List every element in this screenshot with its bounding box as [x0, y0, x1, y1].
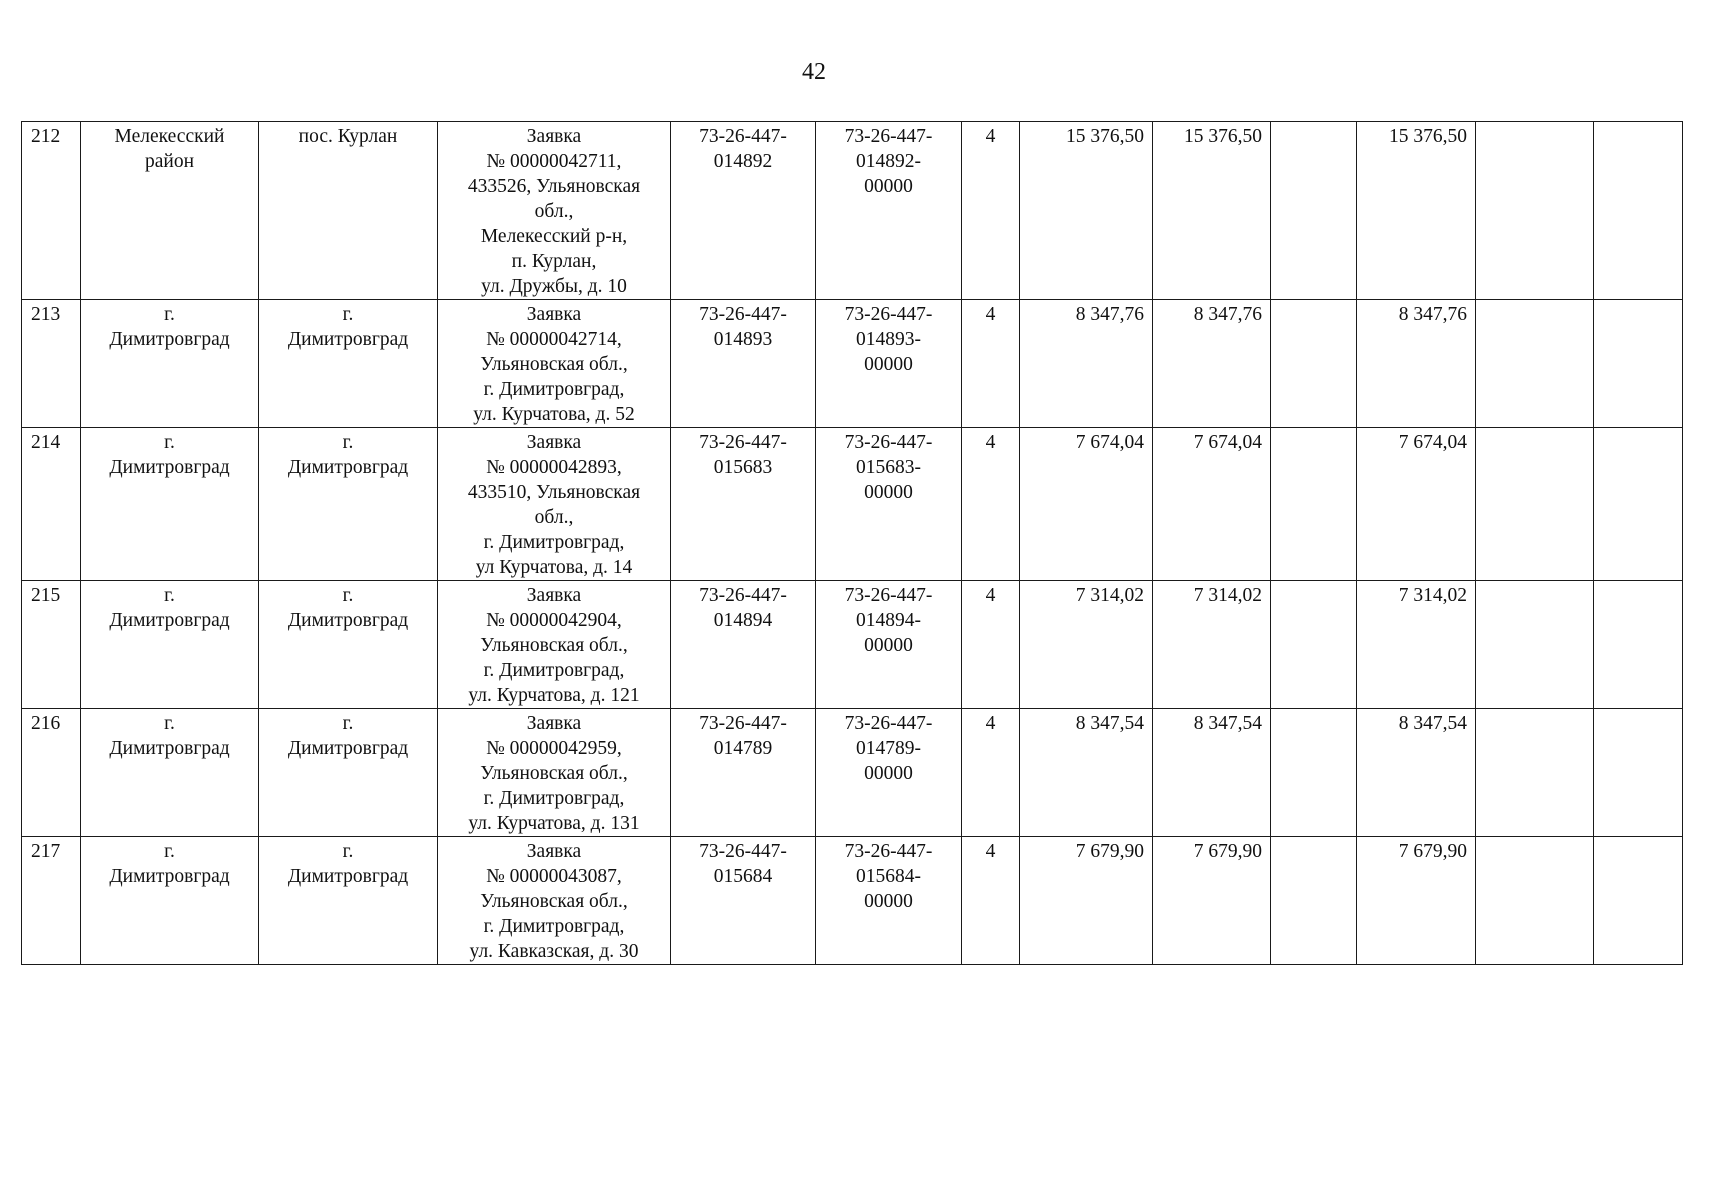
cell-request-line: обл.,	[534, 201, 574, 222]
cell-request-line: г. Димитровград,	[483, 532, 625, 553]
cell-quantity: 4	[962, 709, 1020, 837]
cell-request-line: Заявка	[526, 585, 582, 606]
cell-extra-2	[1594, 837, 1683, 965]
cell-number: 214	[22, 428, 81, 581]
cell-code-a-line: 015683	[713, 457, 773, 478]
cell-district	[81, 581, 259, 709]
cell-code-a-line: 014894	[713, 610, 773, 631]
cell-code-b-line: 00000	[864, 354, 913, 375]
cell-request	[438, 428, 671, 581]
cell-extra-1	[1476, 581, 1594, 709]
cell-locality-line: г.	[342, 585, 354, 606]
table-row	[22, 709, 1683, 837]
cell-code-b-line: 014892-	[856, 151, 921, 172]
cell-request-line: Заявка	[526, 713, 582, 734]
cell-request-line: г. Димитровград,	[483, 379, 625, 400]
cell-amount-4: 7 314,02	[1357, 581, 1476, 709]
cell-code-a	[671, 428, 816, 581]
cell-request	[438, 581, 671, 709]
cell-code-b	[816, 428, 962, 581]
cell-code-b	[816, 581, 962, 709]
cell-code-b	[816, 837, 962, 965]
cell-district-line: Димитровград	[109, 610, 230, 631]
cell-request-line: № 00000042714,	[486, 329, 622, 350]
cell-extra-2	[1594, 709, 1683, 837]
cell-amount-3	[1271, 709, 1357, 837]
cell-code-a	[671, 581, 816, 709]
cell-locality	[259, 709, 438, 837]
cell-request-line: Ульяновская обл.,	[480, 891, 628, 912]
cell-code-b-line: 00000	[864, 763, 913, 784]
cell-amount-4: 7 679,90	[1357, 837, 1476, 965]
cell-locality	[259, 581, 438, 709]
cell-district-line: Мелекесский	[114, 126, 225, 147]
table-row	[22, 837, 1683, 965]
cell-amount-1: 7 674,04	[1020, 428, 1153, 581]
cell-request-line: ул. Дружбы, д. 10	[481, 276, 627, 297]
table-row	[22, 122, 1683, 300]
records-table	[21, 121, 1683, 965]
cell-locality-line: Димитровград	[287, 738, 409, 759]
cell-request-line: № 00000043087,	[486, 866, 622, 887]
cell-district	[81, 428, 259, 581]
cell-code-a-line: 014892	[713, 151, 773, 172]
cell-code-a	[671, 837, 816, 965]
cell-district	[81, 300, 259, 428]
cell-district	[81, 709, 259, 837]
cell-amount-4: 8 347,54	[1357, 709, 1476, 837]
cell-amount-4: 7 674,04	[1357, 428, 1476, 581]
cell-code-b-line: 73-26-447-	[844, 304, 933, 325]
cell-locality-line: Димитровград	[287, 610, 409, 631]
cell-code-b-line: 00000	[864, 635, 913, 656]
cell-request-line: г. Димитровград,	[483, 916, 625, 937]
cell-code-b-line: 73-26-447-	[844, 841, 933, 862]
cell-code-b-line: 73-26-447-	[844, 585, 933, 606]
cell-request-line: ул. Курчатова, д. 52	[473, 404, 635, 425]
cell-code-b-line: 73-26-447-	[844, 713, 933, 734]
cell-locality-line: Димитровград	[287, 329, 409, 350]
cell-request-line: Мелекесский р-н,	[480, 226, 628, 247]
cell-district-line: Димитровград	[109, 738, 230, 759]
page-number: 42	[802, 59, 826, 85]
cell-district	[81, 122, 259, 300]
cell-code-a	[671, 709, 816, 837]
cell-amount-1: 15 376,50	[1020, 122, 1153, 300]
cell-request-line: ул. Кавказская, д. 30	[469, 941, 639, 962]
cell-locality-line: г.	[342, 713, 354, 734]
cell-code-b-line: 015683-	[856, 457, 921, 478]
cell-district-line: г.	[164, 713, 175, 734]
cell-district-line: г.	[164, 585, 175, 606]
cell-code-b	[816, 300, 962, 428]
cell-extra-2	[1594, 300, 1683, 428]
cell-amount-4: 8 347,76	[1357, 300, 1476, 428]
cell-request-line: г. Димитровград,	[483, 660, 625, 681]
cell-district-line: район	[144, 151, 195, 172]
cell-district	[81, 837, 259, 965]
cell-request-line: № 00000042893,	[486, 457, 622, 478]
cell-request-line: обл.,	[534, 507, 574, 528]
cell-amount-2: 15 376,50	[1153, 122, 1271, 300]
cell-district-line: Димитровград	[109, 329, 230, 350]
cell-locality	[259, 122, 438, 300]
cell-district-line: г.	[164, 432, 175, 453]
cell-request-line: № 00000042904,	[486, 610, 622, 631]
table-row	[22, 300, 1683, 428]
cell-extra-2	[1594, 428, 1683, 581]
cell-request-line: Заявка	[526, 126, 582, 147]
cell-extra-1	[1476, 837, 1594, 965]
cell-amount-4: 15 376,50	[1357, 122, 1476, 300]
cell-code-a-line: 014789	[713, 738, 773, 759]
cell-code-b-line: 00000	[864, 482, 913, 503]
cell-code-a-line: 73-26-447-	[699, 432, 787, 453]
cell-code-b-line: 014893-	[856, 329, 921, 350]
cell-amount-3	[1271, 122, 1357, 300]
cell-code-a-line: 014893	[713, 329, 773, 350]
cell-code-b-line: 00000	[864, 891, 913, 912]
cell-code-b-line: 73-26-447-	[844, 126, 933, 147]
cell-request-line: 433510, Ульяновская	[467, 482, 641, 503]
cell-extra-1	[1476, 300, 1594, 428]
cell-code-a	[671, 300, 816, 428]
cell-code-b	[816, 122, 962, 300]
cell-number: 212	[22, 122, 81, 300]
table-body	[22, 122, 1683, 965]
cell-extra-1	[1476, 428, 1594, 581]
cell-amount-3	[1271, 428, 1357, 581]
cell-quantity: 4	[962, 300, 1020, 428]
cell-code-b-line: 014789-	[856, 738, 921, 759]
cell-amount-2: 8 347,76	[1153, 300, 1271, 428]
cell-code-a-line: 73-26-447-	[699, 304, 787, 325]
cell-amount-3	[1271, 581, 1357, 709]
cell-locality-line: пос. Курлан	[298, 126, 398, 147]
cell-amount-1: 7 314,02	[1020, 581, 1153, 709]
cell-number: 216	[22, 709, 81, 837]
cell-request-line: г. Димитровград,	[483, 788, 625, 809]
cell-request-line: Ульяновская обл.,	[480, 763, 628, 784]
cell-amount-1: 8 347,54	[1020, 709, 1153, 837]
cell-code-b-line: 014894-	[856, 610, 921, 631]
cell-code-a	[671, 122, 816, 300]
cell-locality-line: Димитровград	[287, 866, 409, 887]
cell-district-line: Димитровград	[109, 457, 230, 478]
cell-extra-2	[1594, 122, 1683, 300]
cell-quantity: 4	[962, 837, 1020, 965]
cell-code-a-line: 73-26-447-	[699, 841, 787, 862]
cell-amount-1: 7 679,90	[1020, 837, 1153, 965]
cell-quantity: 4	[962, 581, 1020, 709]
cell-amount-2: 8 347,54	[1153, 709, 1271, 837]
cell-locality	[259, 837, 438, 965]
table-row	[22, 428, 1683, 581]
cell-request-line: ул Курчатова, д. 14	[475, 557, 633, 578]
cell-code-a-line: 015684	[713, 866, 773, 887]
cell-request-line: № 00000042711,	[486, 151, 622, 172]
cell-district-line: г.	[164, 304, 175, 325]
cell-number: 217	[22, 837, 81, 965]
cell-quantity: 4	[962, 428, 1020, 581]
cell-request-line: Ульяновская обл.,	[480, 635, 628, 656]
cell-request-line: Заявка	[526, 304, 582, 325]
cell-request	[438, 837, 671, 965]
cell-request-line: Заявка	[526, 841, 582, 862]
cell-code-b-line: 73-26-447-	[844, 432, 933, 453]
cell-locality	[259, 428, 438, 581]
cell-extra-1	[1476, 122, 1594, 300]
cell-locality-line: г.	[342, 304, 354, 325]
cell-request-line: Ульяновская обл.,	[480, 354, 628, 375]
cell-quantity: 4	[962, 122, 1020, 300]
cell-code-a-line: 73-26-447-	[699, 585, 787, 606]
cell-amount-2: 7 674,04	[1153, 428, 1271, 581]
cell-locality	[259, 300, 438, 428]
cell-amount-3	[1271, 837, 1357, 965]
cell-amount-1: 8 347,76	[1020, 300, 1153, 428]
cell-locality-line: г.	[342, 841, 354, 862]
cell-code-a-line: 73-26-447-	[699, 713, 787, 734]
cell-code-b	[816, 709, 962, 837]
cell-amount-2: 7 314,02	[1153, 581, 1271, 709]
cell-code-b-line: 00000	[864, 176, 913, 197]
cell-number: 213	[22, 300, 81, 428]
cell-request	[438, 122, 671, 300]
cell-number: 215	[22, 581, 81, 709]
cell-request-line: Заявка	[526, 432, 582, 453]
cell-locality-line: г.	[342, 432, 354, 453]
table-row	[22, 581, 1683, 709]
cell-extra-1	[1476, 709, 1594, 837]
cell-request-line: № 00000042959,	[486, 738, 622, 759]
cell-amount-2: 7 679,90	[1153, 837, 1271, 965]
cell-amount-3	[1271, 300, 1357, 428]
cell-district-line: г.	[164, 841, 175, 862]
cell-locality-line: Димитровград	[287, 457, 409, 478]
cell-request	[438, 300, 671, 428]
cell-request	[438, 709, 671, 837]
cell-request-line: ул. Курчатова, д. 121	[468, 685, 640, 706]
cell-code-b-line: 015684-	[856, 866, 921, 887]
cell-district-line: Димитровград	[109, 866, 230, 887]
cell-extra-2	[1594, 581, 1683, 709]
cell-request-line: ул. Курчатова, д. 131	[468, 813, 640, 834]
cell-request-line: 433526, Ульяновская	[467, 176, 641, 197]
cell-request-line: п. Курлан,	[511, 251, 597, 272]
cell-code-a-line: 73-26-447-	[699, 126, 787, 147]
